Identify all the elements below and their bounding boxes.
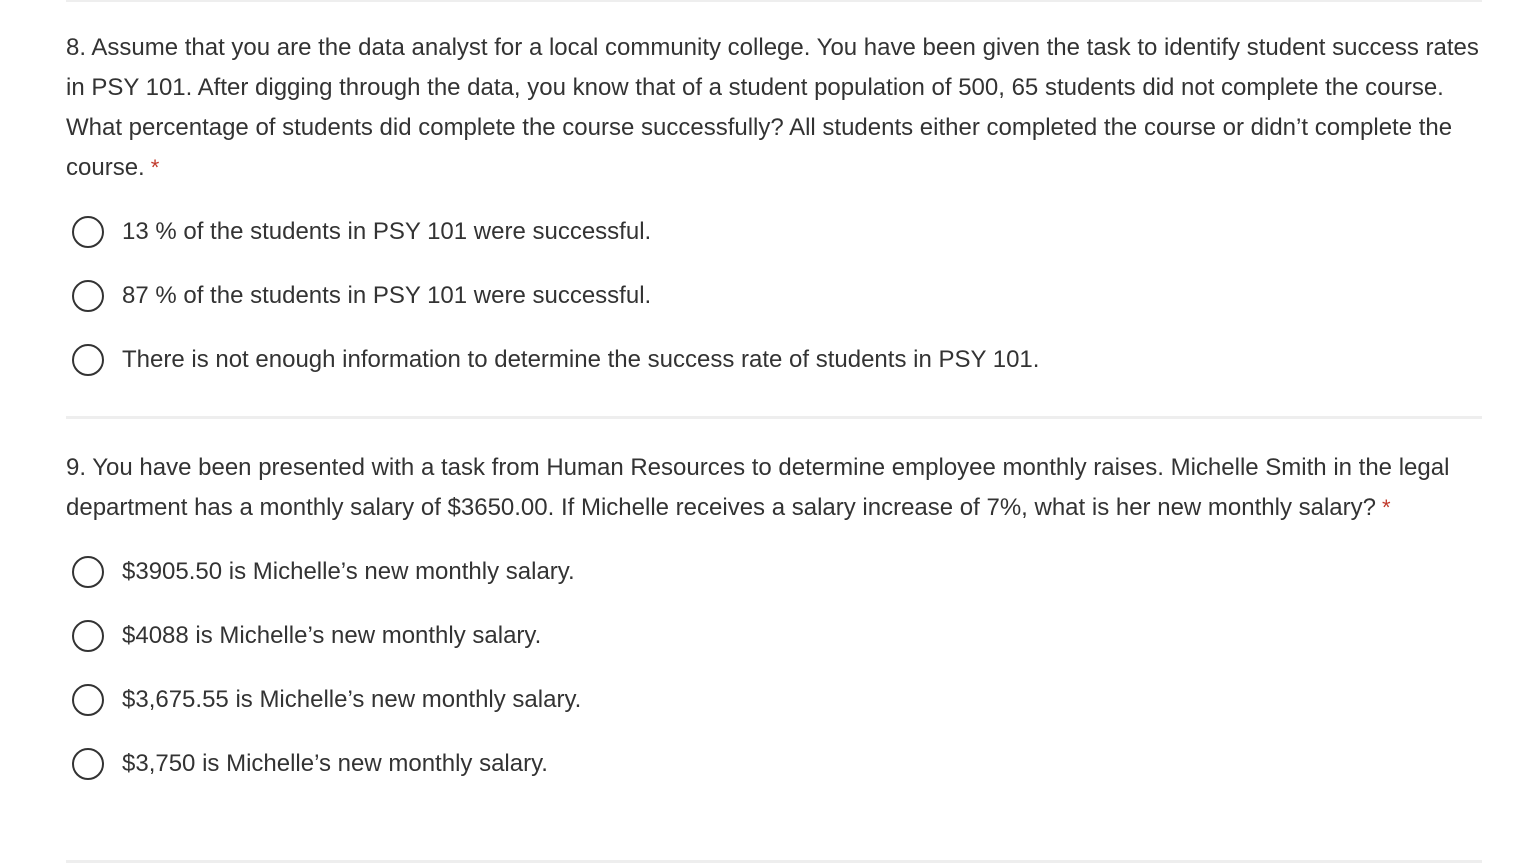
radio-button-icon[interactable] xyxy=(72,620,104,652)
option-label[interactable]: $3,675.55 is Michelle’s new monthly salary. xyxy=(122,686,582,713)
top-divider xyxy=(66,0,1482,2)
option-3905-50[interactable] xyxy=(66,540,1486,604)
option-label[interactable]: $3905.50 is Michelle’s new monthly salary. xyxy=(122,558,575,585)
required-asterisk: * xyxy=(1381,495,1391,520)
option-3750[interactable] xyxy=(66,732,1486,796)
option-3675-55[interactable] xyxy=(66,668,1486,732)
options-group xyxy=(66,540,1486,796)
radio-button-icon[interactable] xyxy=(72,280,104,312)
option-label[interactable]: There is not enough information to determine the success rate of students in PSY 101. xyxy=(122,346,1040,373)
question-prompt xyxy=(66,448,1486,528)
question-prompt xyxy=(66,28,1486,188)
required-asterisk: * xyxy=(150,155,160,180)
question-divider xyxy=(66,416,1482,419)
option-label[interactable]: $3,750 is Michelle’s new monthly salary. xyxy=(122,750,548,777)
bottom-divider xyxy=(66,860,1482,863)
question-8 xyxy=(66,28,1486,392)
option-label[interactable]: 87 % of the students in PSY 101 were successful. xyxy=(122,282,652,309)
radio-button-icon[interactable] xyxy=(72,748,104,780)
option-4088[interactable] xyxy=(66,604,1486,668)
options-group xyxy=(66,200,1486,392)
radio-button-icon[interactable] xyxy=(72,556,104,588)
option-13-percent[interactable] xyxy=(66,200,1486,264)
question-text: 8. Assume that you are the data analyst for a local community college. You have been given the task to identify student success rates in PSY 101. After digging through the data, you know that of a student population of 500, 65 students did not complete the course. What percentage of students did complete the course successfully? All students either completed the course or didn’t complete the course. xyxy=(66,34,1479,181)
question-text: 9. You have been presented with a task from Human Resources to determine employee monthly raises. Michelle Smith in the legal department has a monthly salary of $3650.00. If Michelle receives a salary increase of 7%, what is her new monthly salary? xyxy=(66,454,1450,521)
radio-button-icon[interactable] xyxy=(72,216,104,248)
option-label[interactable]: $4088 is Michelle’s new monthly salary. xyxy=(122,622,542,649)
radio-button-icon[interactable] xyxy=(72,684,104,716)
question-9 xyxy=(66,448,1486,796)
option-87-percent[interactable] xyxy=(66,264,1486,328)
option-not-enough-info[interactable] xyxy=(66,328,1486,392)
radio-button-icon[interactable] xyxy=(72,344,104,376)
option-label[interactable]: 13 % of the students in PSY 101 were successful. xyxy=(122,218,652,245)
